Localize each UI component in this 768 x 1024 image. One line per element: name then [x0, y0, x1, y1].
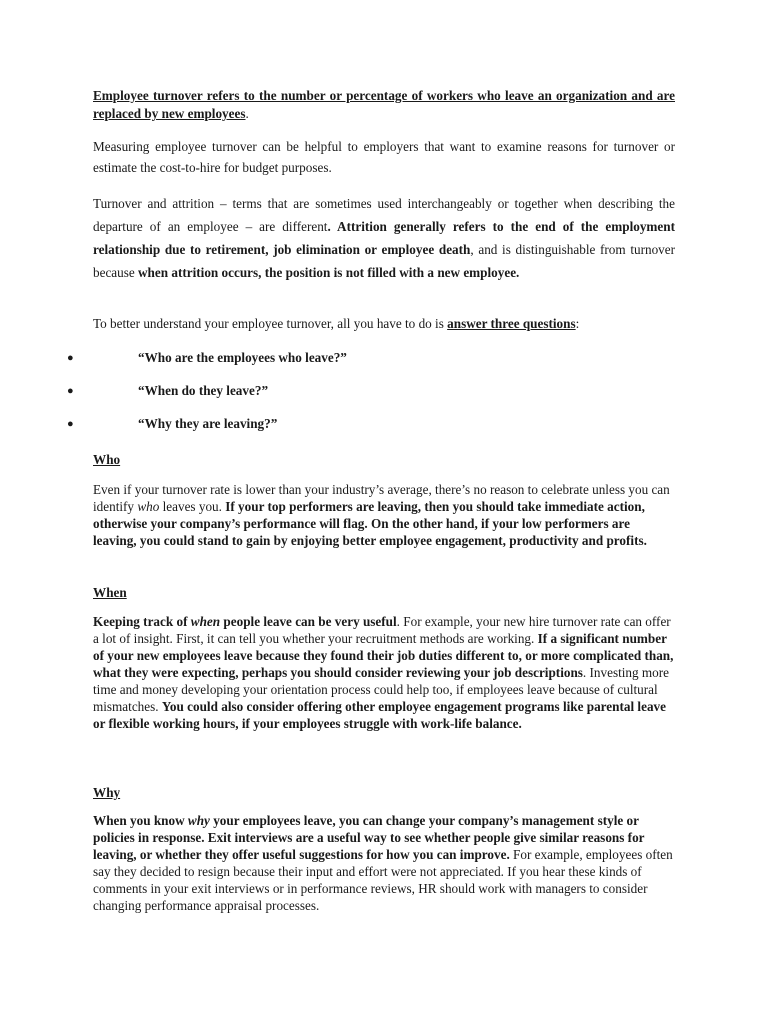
p2-text-a: Turnover and attrition – terms that are sometimes used interchangeably or together when describing the departure of an employee – are different: [93, 196, 675, 234]
when-text-d: . For example, your new hire turnover rate can offer a lot of insight. First, it can tell you whether your recruitment methods are working.: [93, 614, 671, 646]
paragraph-why: [93, 812, 675, 914]
when-bold-e: If a significant number of your new employees leave because they found their job duties different to, or more complicated than, what they were expecting, perhaps you should consider reviewing your job descriptions: [93, 631, 674, 680]
why-bold-a: When you know: [93, 813, 188, 828]
document-title: [93, 87, 675, 123]
bullet-item: [0, 348, 768, 368]
section-heading-who: Who: [93, 452, 121, 467]
when-italic-b: when: [190, 614, 221, 629]
title-text: Employee turnover refers to the number or percentage of workers who leave an organization and are replaced by new employees: [93, 88, 675, 121]
p3-text-a: To better understand your employee turnover, all you have to do is: [93, 316, 448, 331]
paragraph-questions-intro: [93, 313, 675, 334]
bullet-item: [0, 414, 768, 434]
why-italic-b: why: [187, 813, 210, 828]
who-italic-b: who: [137, 499, 160, 514]
bullet-text: “Who are the employees who leave?”: [138, 350, 347, 365]
bullet-dot-icon: ●: [67, 418, 74, 430]
who-text-a: Even if your turnover rate is lower than your industry’s average, there’s no reason to celebrate unless you can identify: [93, 482, 670, 514]
p2-bold-b: . Attrition generally refers to the end of the employment relationship due to retirement, job elimination or employee death: [93, 219, 675, 257]
bullet-text: “When do they leave?”: [138, 383, 269, 398]
bullet-item: [0, 381, 768, 401]
p2-bold-d: when attrition occurs, the position is not filled with a new employee.: [138, 265, 520, 280]
paragraph-attrition: [93, 192, 675, 284]
title-end: .: [245, 106, 249, 121]
bullet-dot-icon: ●: [67, 352, 74, 364]
why-bold-c: your employees leave, you can change your company’s management style or policies in response. Exit interviews are a useful way to see whether people give similar reasons for leaving, or whether they offer useful suggestions for how you can improve.: [93, 813, 645, 862]
why-text-d: For example, employees often say they decided to resign because their input and effort were not appreciated. If you hear these kinds of comments in your exit interviews or in performance reviews, HR should work with managers to consider changing performance appraisal processes.: [93, 847, 673, 913]
paragraph-who: [93, 481, 675, 549]
paragraph-when: [93, 613, 675, 732]
when-text-f: . Investing more time and money developing your orientation process could help too, if employees leave because of cultural mismatches.: [93, 665, 669, 714]
p2-text-c: , and is distinguishable from turnover because: [93, 242, 676, 280]
p3-text-c: :: [575, 316, 580, 331]
who-text-c: leaves you.: [159, 499, 226, 514]
bullet-text: “Why they are leaving?”: [138, 416, 278, 431]
who-bold-d: If your top performers are leaving, then you should take immediate action, otherwise your company’s performance will flag. On the other hand, if your low performers are leaving, you could stand to gain by enjoying better employee engagement, productivity and profits.: [93, 499, 647, 548]
bullet-dot-icon: ●: [67, 385, 74, 397]
when-bold-a: Keeping track of: [93, 614, 191, 629]
when-bold-c: people leave can be very useful: [220, 614, 397, 629]
when-bold-g: You could also consider offering other employee engagement programs like parental leave or flexible working hours, if your employees struggle with work-life balance.: [93, 699, 666, 731]
p3-link-text: answer three questions: [447, 316, 576, 331]
paragraph-measuring: Measuring employee turnover can be helpful to employers that want to examine reasons for turnover or estimate the cost-to-hire for budget purposes.: [93, 139, 675, 175]
section-heading-when: When: [93, 585, 127, 600]
section-heading-why: Why: [93, 785, 121, 800]
